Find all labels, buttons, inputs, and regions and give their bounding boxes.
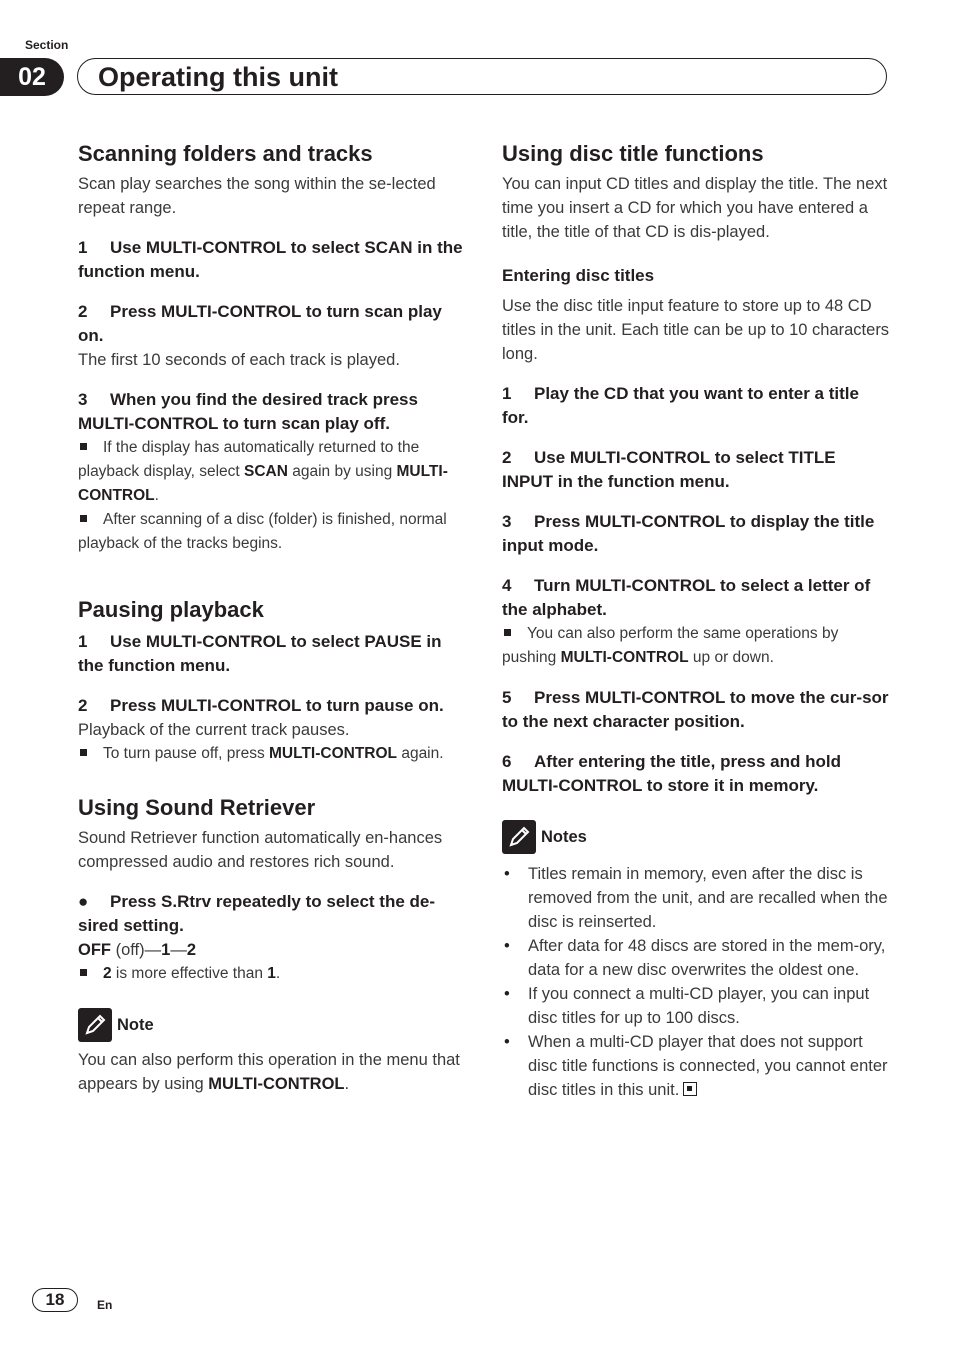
- note-item: • If you connect a multi-CD player, you can input disc titles for up to 100 discs.: [502, 982, 890, 1030]
- disc-step-1: 1 Play the CD that you want to enter a title for.: [502, 384, 859, 427]
- round-bullet-icon: ●: [78, 892, 89, 911]
- square-bullet-icon: [80, 515, 87, 522]
- right-column: [502, 140, 890, 1102]
- scanning-note-2: After scanning of a disc (folder) is finished, normal playback of the tracks begins.: [78, 511, 447, 552]
- square-bullet-icon: [80, 443, 87, 450]
- scanning-step-3: 3 When you find the desired track press MULTI-CONTROL to turn scan play off.: [78, 390, 418, 433]
- heading-sound-retriever: Using Sound Retriever: [78, 795, 316, 820]
- subheading-entering-disc-titles: Entering disc titles: [502, 266, 655, 285]
- retriever-note-text: You can also perform this operation in the menu that appears by using MULTI-CONTROL.: [78, 1051, 460, 1093]
- page-number: 18: [32, 1288, 78, 1312]
- retriever-step: ● Press S.Rtrv repeatedly to select the de-sired setting.: [78, 892, 436, 935]
- retriever-intro: Sound Retriever function automatically en-hances compressed audio and restores rich sound.: [78, 829, 443, 871]
- disc-step-2: 2 Use MULTI-CONTROL to select TITLE INPUT in the function menu.: [502, 448, 836, 491]
- heading-pausing: Pausing playback: [78, 597, 264, 622]
- scanning-note-1: If the display has automatically returned to the playback display, select SCAN again by using MULTI-CONTROL.: [78, 439, 448, 504]
- retriever-options: OFF (off)—1—2: [78, 941, 196, 959]
- square-bullet-icon: [80, 749, 87, 756]
- retriever-tip: 2 is more effective than 1.: [78, 962, 466, 986]
- heading-disc-title: Using disc title functions: [502, 141, 764, 166]
- pausing-step-1: 1 Use MULTI-CONTROL to select PAUSE in the function menu.: [78, 632, 442, 675]
- notes-list: [502, 862, 890, 1102]
- disc-title-intro: You can input CD titles and display the title. The next time you insert a CD for which you have entered a title, the title of that CD is dis-played.: [502, 175, 888, 241]
- page-title: Operating this unit: [98, 62, 338, 92]
- square-bullet-icon: [80, 969, 87, 976]
- language-label: En: [97, 1298, 113, 1312]
- entering-intro: Use the disc title input feature to store up to 48 CD titles in the unit. Each title can be up to 10 characters long.: [502, 297, 890, 363]
- disc-step-6: 6 After entering the title, press and hold MULTI-CONTROL to store it in memory.: [502, 752, 841, 795]
- note-item: • When a multi-CD player that does not support disc title functions is connected, you cannot enter disc titles in this unit.: [502, 1030, 890, 1102]
- heading-scanning: Scanning folders and tracks: [78, 141, 373, 166]
- scanning-step-2-desc: The first 10 seconds of each track is played.: [78, 351, 400, 369]
- scanning-step-1: 1 Use MULTI-CONTROL to select SCAN in the function menu.: [78, 238, 463, 281]
- square-bullet-icon: [504, 629, 511, 636]
- disc-step-4-note: You can also perform the same operations by pushing MULTI-CONTROL up or down.: [502, 625, 839, 666]
- left-column: [78, 140, 466, 1096]
- pausing-step-2: 2 Press MULTI-CONTROL to turn pause on.: [78, 696, 444, 715]
- scanning-step-2: 2 Press MULTI-CONTROL to turn scan play on.: [78, 302, 442, 345]
- disc-step-3: 3 Press MULTI-CONTROL to display the title input mode.: [502, 512, 875, 555]
- note-item: • Titles remain in memory, even after the disc is removed from the unit, and are recalled when the disc is reinserted.: [502, 862, 890, 934]
- pausing-step-2-desc: Playback of the current track pauses.: [78, 721, 350, 739]
- disc-step-5: 5 Press MULTI-CONTROL to move the cur-sor to the next character position.: [502, 688, 889, 731]
- pausing-note: To turn pause off, press MULTI-CONTROL again.: [78, 742, 466, 766]
- section-label: Section: [25, 38, 69, 52]
- title-bar: [77, 58, 887, 95]
- disc-step-4: 4 Turn MULTI-CONTROL to select a letter of the alphabet.: [502, 576, 871, 619]
- note-header: Note: [78, 1008, 466, 1042]
- pencil-icon: [78, 1008, 112, 1042]
- scanning-intro: Scan play searches the song within the se-lected repeat range.: [78, 175, 436, 217]
- pencil-icon: [502, 820, 536, 854]
- note-item: • After data for 48 discs are stored in the mem-ory, data for a new disc overwrites the oldest one.: [502, 934, 890, 982]
- end-of-section-icon: [683, 1082, 697, 1096]
- notes-header: Notes: [502, 820, 890, 854]
- section-number-badge: 02: [0, 58, 64, 96]
